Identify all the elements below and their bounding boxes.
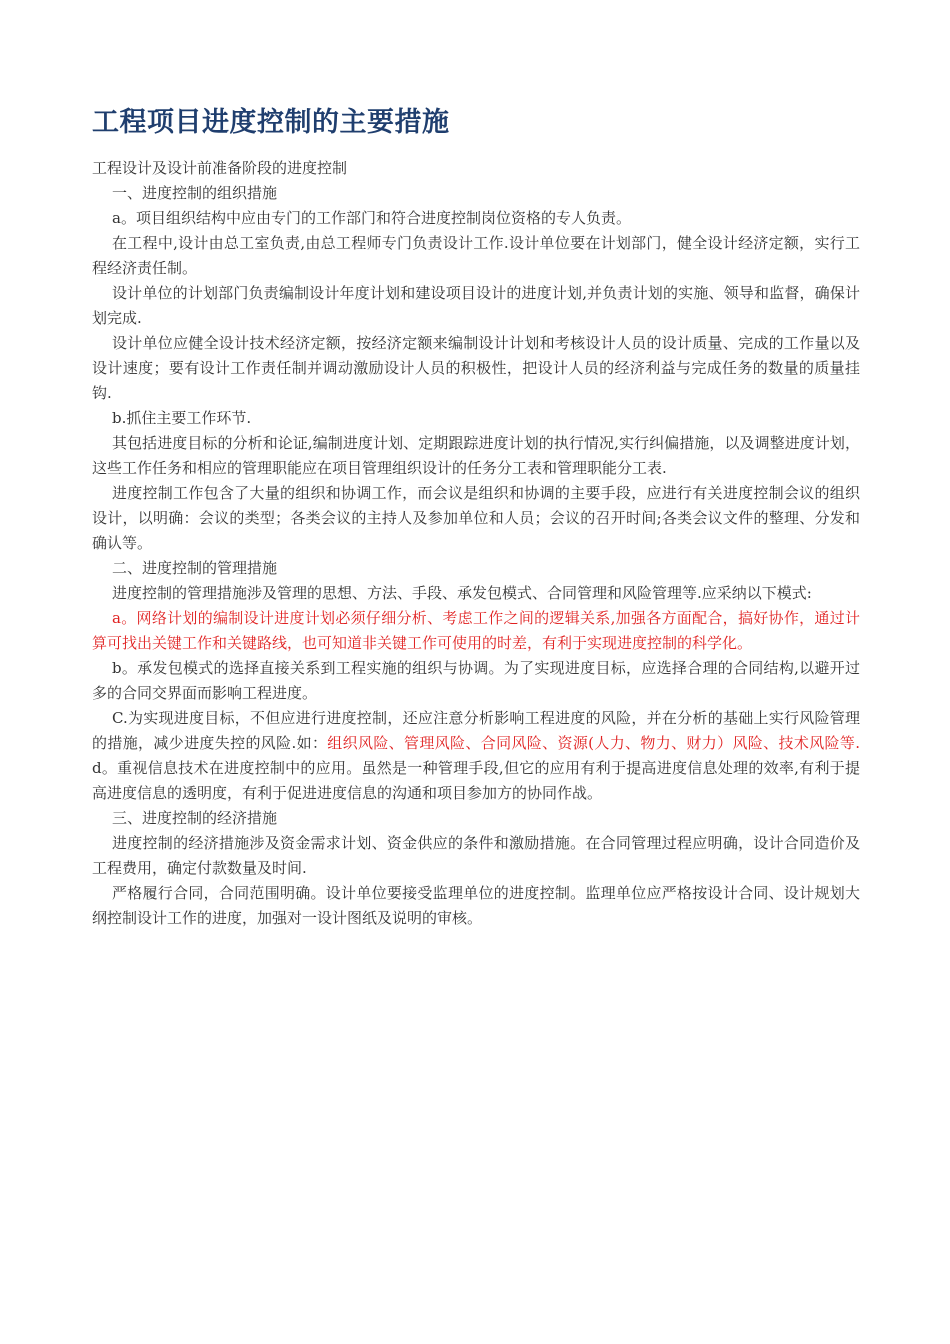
document-page xyxy=(92,104,889,931)
paragraph-contracting-mode: b。承发包模式的选择直接关系到工程实施的组织与协调。为了实现进度目标，应选择合理的合同结构,以避开过多的合同交界面而影响工程进度。 xyxy=(92,659,860,702)
paragraph-meetings: 进度控制工作包含了大量的组织和协调工作，而会议是组织和协调的主要手段，应进行有关进度控制会议的组织设计，以明确：会议的类型；各类会议的主持人及参加单位和人员；会议的召开时间;各类会议文件的整理、分发和确认等。 xyxy=(92,484,860,552)
paragraph-management-intro: 进度控制的管理措施涉及管理的思想、方法、手段、承发包模式、合同管理和风险管理等.应采纳以下模式: xyxy=(112,584,812,602)
paragraph-economic-quota: 设计单位应健全设计技术经济定额，按经济定额来编制设计计划和考核设计人员的设计质量、完成的工作量以及设计速度；要有设计工作责任制并调动激励设计人员的积极性，把设计人员的经济利益与完成任务的数量的质量挂钩. xyxy=(92,334,860,402)
heading-economic-measures: 三、进度控制的经济措施 xyxy=(112,809,278,827)
paragraph-contract-supervision: 严格履行合同，合同范围明确。设计单位要接受监理单位的进度控制。监理单位应严格按设计合同、设计规划大纲控制设计工作的进度，加强对一设计图纸及说明的审核。 xyxy=(92,884,860,927)
paragraph-org-a: a。项目组织结构中应由专门的工作部门和符合进度控制岗位资格的专人负责。 xyxy=(112,209,631,227)
heading-management-measures: 二、进度控制的管理措施 xyxy=(112,559,278,577)
risk-intro-text: C.为实现进度目标，不但应进行进度控制，还应注意分析影响工程进度的风险，并在分析的基础上实行风险管理的措施，减少进度失控的风险.如： xyxy=(92,709,860,752)
paragraph-network-plan-highlight: a。网络计划的编制设计进度计划必须仔细分析、考虑工作之间的逻辑关系,加强各方面配合，搞好协作，通过计算可找出关键工作和关键路线，也可知道非关键工作可使用的时差，有利于实现进度控制的科学化。 xyxy=(92,609,860,652)
paragraph-planning-department: 设计单位的计划部门负责编制设计年度计划和建设项目设计的进度计划,并负责计划的实施、领导和监督，确保计划完成. xyxy=(92,284,860,327)
paragraph-key-tasks: 其包括进度目标的分析和论证,编制进度计划、定期跟踪进度计划的执行情况,实行纠偏措施，以及调整进度计划，这些工作任务和相应的管理职能应在项目管理组织设计的任务分工表和管理职能分工表. xyxy=(92,434,860,477)
risk-list-highlight: 组织风险、管理风险、合同风险、资源(人力、物力、财力）风险、技术风险等. xyxy=(327,734,860,752)
paragraph-org-b: b.抓住主要工作环节. xyxy=(112,409,252,427)
paragraph-risk-management xyxy=(92,706,889,806)
paragraph-design-office: 在工程中,设计由总工室负责,由总工程师专门负责设计工作.设计单位要在计划部门，健全设计经济定额，实行工程经济责任制。 xyxy=(92,234,860,277)
info-technology-text: d。重视信息技术在进度控制中的应用。虽然是一种管理手段,但它的应用有利于提高进度信息处理的效率,有利于提高进度信息的透明度，有利于促进进度信息的沟通和项目参加方的协同作战。 xyxy=(92,734,889,802)
section-subtitle: 工程设计及设计前准备阶段的进度控制 xyxy=(92,159,348,177)
heading-organizational-measures: 一、进度控制的组织措施 xyxy=(112,184,278,202)
paragraph-economic-intro: 进度控制的经济措施涉及资金需求计划、资金供应的条件和激励措施。在合同管理过程应明确，设计合同造价及工程费用，确定付款数量及时间. xyxy=(92,834,860,877)
document-title: 工程项目进度控制的主要措施 xyxy=(92,107,450,138)
